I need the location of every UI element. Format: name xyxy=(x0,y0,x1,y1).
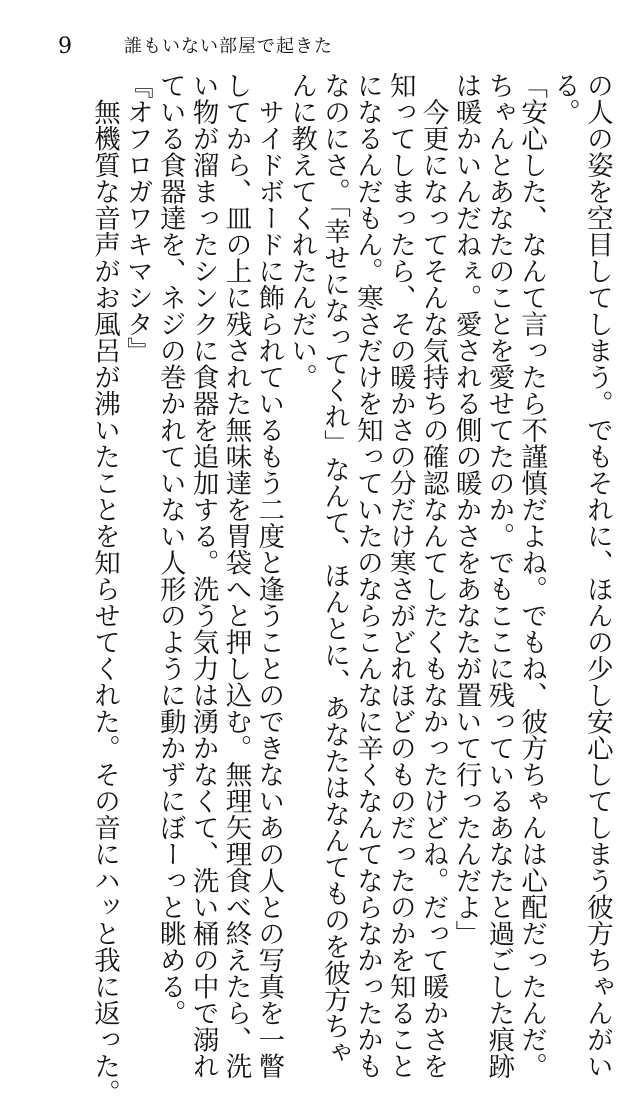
text-line: は暖かいんだねぇ。愛される側の暖かさをあなたが置いて行ったんだよ」 xyxy=(450,72,482,947)
text-line: 今更になってそんな気持ちの確認なんてしたくもなかったけどね。だって暖かさを xyxy=(417,72,449,1079)
text-line: の人の姿を空目してしまう。でもそれに、ほんの少し安心してしまう彼方ちゃんがい xyxy=(581,72,613,1079)
text-line: ている食器達を、ネジの巻かれていない人形のように動かずにぼーっと眺める。 xyxy=(154,72,186,1026)
text-line: してから、皿の上に残された無味達を胃袋へと押し込む。無理矢理食べ終えたら、洗 xyxy=(220,72,252,1079)
text-line: サイドボードに飾られているもう二度と逢うことのできないあの人との写真を一瞥 xyxy=(253,72,285,1079)
text-line: い物が溜まったシンクに食器を追加する。洗う気力は湧かなくて、洗い桶の中で溺れ xyxy=(187,72,219,1079)
text-line: る。 xyxy=(549,72,581,125)
text-line: ちゃんとあなたのことを愛せてたのか。でもここに残っているあなたと過ごした痕跡 xyxy=(483,72,515,1079)
text-line: になるんだもん。寒さだけを知っていたのならこんなに辛くなんてならなかったかも xyxy=(351,72,383,1079)
body-text xyxy=(89,72,613,1106)
text-line: 『オフロガワキマシタ』 xyxy=(121,72,153,364)
text-line: なのにさ。「幸せになってくれ」なんて、ほんとに、あなたはなんてものを彼方ちゃ xyxy=(319,72,351,1066)
text-line: 知ってしまったら、その暖かさの分だけ寒さがどれほどのものだったのかを知ること xyxy=(384,72,416,1079)
page-number: 9 xyxy=(58,34,72,59)
text-line: んに教えてくれたんだい。 xyxy=(286,72,318,390)
text-line: 無機質な音声がお風呂が沸いたことを知らせてくれた。その音にハッと我に返った。 xyxy=(89,72,120,1106)
running-header: 誰もいない部屋で起きた xyxy=(124,36,333,57)
text-line: 「安心した、なんて言ったら不謹慎だよね。でもね、彼方ちゃんは心配だったんだ。 xyxy=(516,72,548,1079)
